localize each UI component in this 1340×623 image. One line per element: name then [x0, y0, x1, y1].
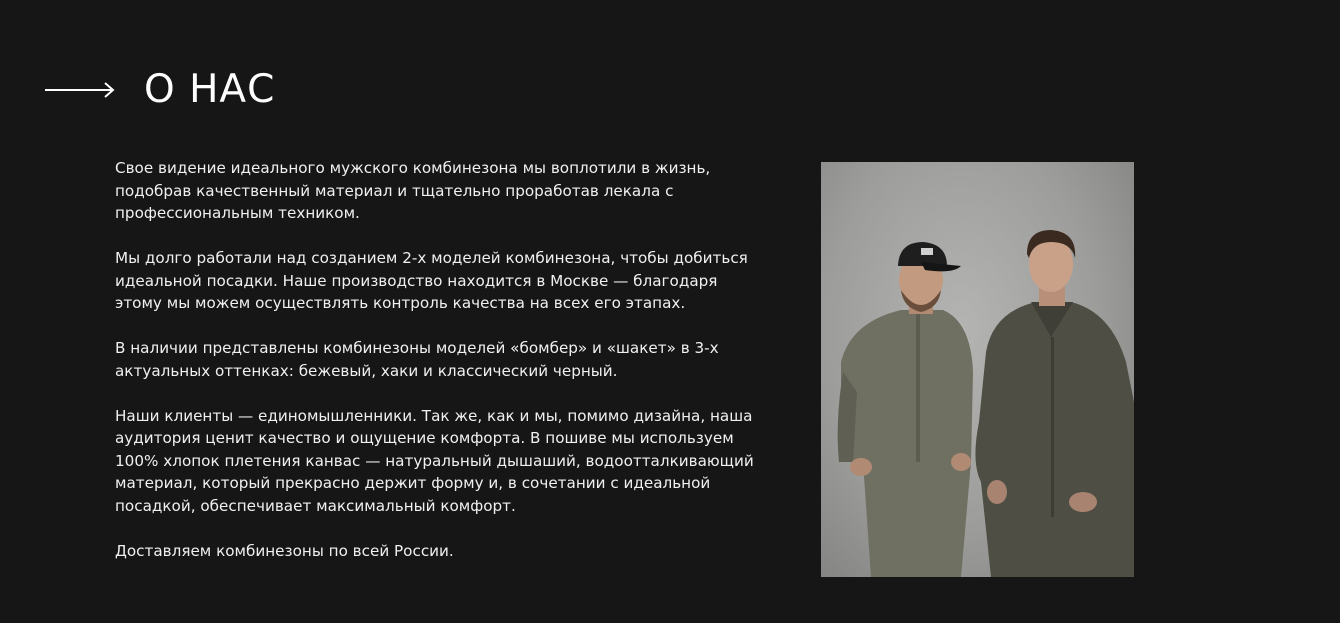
team-photo: [821, 162, 1134, 577]
paragraph-clients: Наши клиенты — единомышленники. Так же, как и мы, помимо дизайна, наша аудитория ценит качество и ощущение комфорта. В пошиве мы используем 100% хлопок плетения канвас — натуральный дышаший, водоотталкивающий материал, который прекрасно держит форму и, в сочетании с идеальной посадкой, обеспечивает максимальный комфорт.: [115, 406, 754, 515]
page-title: О НАС: [144, 67, 276, 112]
paragraph-delivery: Доставляем комбинезоны по всей России.: [115, 541, 454, 560]
paragraph-models: В наличии представлены комбинезоны моделей «бомбер» и «шакет» в 3-х актуальных оттенках: бежевый, хаки и классический черный.: [115, 339, 719, 380]
about-text: [115, 157, 765, 585]
section-heading: [44, 66, 275, 114]
team-photo-illustration: [821, 162, 1134, 577]
paragraph-production: Мы долго работали над созданием 2-х моделей комбинезона, чтобы добиться идеальной посадки. Наше производство находится в Москве — благодаря этому мы можем осуществлять контроль качества на всех его этапах.: [115, 249, 748, 312]
paragraph-vision: Свое видение идеального мужского комбинезона мы воплотили в жизнь, подобрав качественный материал и тщательно проработав лекала с профессиональным техником.: [115, 159, 711, 222]
arrow-right-icon: [44, 82, 116, 98]
